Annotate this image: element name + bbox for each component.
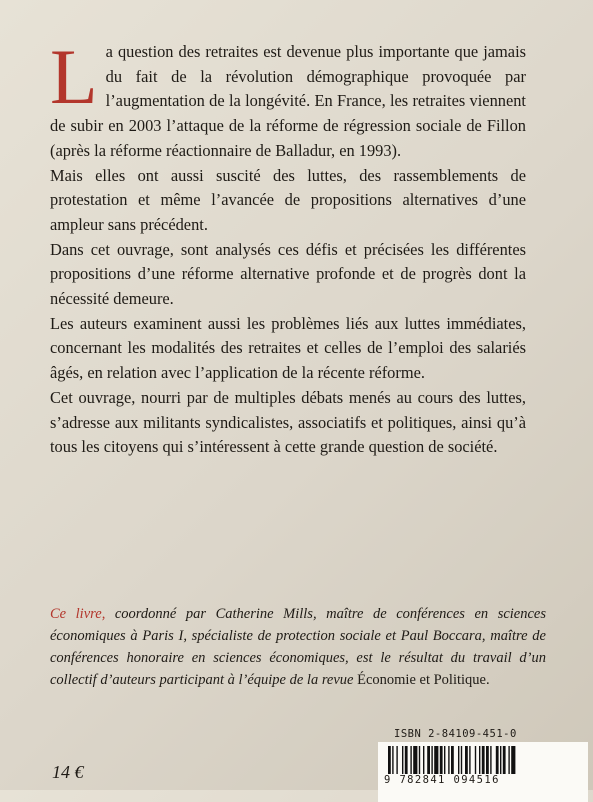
barcode-bar	[444, 746, 445, 774]
barcode-bar	[410, 746, 411, 774]
barcode-bar	[500, 746, 501, 774]
barcode-bar	[451, 746, 454, 774]
blurb	[50, 33, 526, 460]
barcode-bar	[431, 746, 432, 774]
barcode-bar	[448, 746, 449, 774]
barcode-bar	[475, 746, 476, 774]
barcode-bar	[511, 746, 515, 774]
isbn: ISBN 2-84109-451-0	[394, 728, 517, 740]
blurb-paragraph: Cet ouvrage, nourri par de multiples débats menés au cours des luttes, s’adresse aux militants syndicalistes, associatifs et politiques, ainsi qu’à tous les citoyens qui s’intéressent à cette grande question de société.	[50, 387, 526, 457]
barcode-bar	[440, 746, 443, 774]
drop-cap: L	[50, 33, 98, 120]
barcode-bar	[482, 746, 485, 774]
barcode-bar	[427, 746, 430, 774]
blurb-paragraph-text: a question des retraites est devenue plus importante que jamais du fait de la révolution démographique provoquée par l’augmentation de la longévité. En France, les retraites viennent de subir en 2003 l’attaque de la réforme de régression sociale de Fillon (après la réforme réactionnaire de Balladur, en 1993).	[50, 42, 526, 160]
barcode	[378, 742, 588, 802]
barcode-bar	[465, 746, 468, 774]
barcode-bar	[405, 746, 408, 774]
blurb-paragraph: Dans cet ouvrage, sont analysés ces défis et précisées les différentes propositions d’une réforme alternative profonde et de progrès dont la nécessité demeure.	[50, 239, 526, 309]
journal-title: Économie et Politique.	[357, 671, 490, 688]
barcode-number: 9 782841 094516	[384, 774, 500, 786]
barcode-bar	[388, 746, 391, 774]
barcode-bar	[496, 746, 499, 774]
barcode-bar	[396, 746, 397, 774]
barcode-bar	[461, 746, 462, 774]
price: 14 €	[52, 762, 84, 782]
blurb-paragraph: Mais elles ont aussi suscité des luttes, des rassemblements de protestation et même l’avancée de propositions alternatives d’une ampleur sans précédent.	[50, 165, 526, 234]
barcode-bars	[388, 746, 578, 774]
barcode-bar	[503, 746, 506, 774]
barcode-bar	[479, 746, 480, 774]
barcode-bar	[413, 746, 417, 774]
blurb-paragraph	[50, 33, 526, 164]
barcode-bar	[458, 746, 459, 774]
credits-lead: Ce livre,	[50, 605, 106, 622]
barcode-bar	[423, 746, 424, 774]
credits-text: coordonné par Catherine Mills, maître de conférences en sciences économiques à Paris I, spécialiste de protection sociale et Paul Boccara, maître de conférences honoraire en sciences économiques, est le résultat du travail d’un collectif d’auteurs participant à l’équipe de la revue	[50, 605, 547, 688]
barcode-bar	[419, 746, 420, 774]
barcode-bar	[402, 746, 403, 774]
barcode-bar	[486, 746, 489, 774]
barcode-bar	[392, 746, 393, 774]
credits	[50, 603, 546, 691]
blurb-paragraph: Les auteurs examinent aussi les problèmes liés aux luttes immédiates, concernant les modalités des retraites et celles de l’emploi des salariés âgés, en relation avec l’application de la récente réforme.	[50, 313, 526, 383]
barcode-bar	[508, 746, 509, 774]
barcode-bar	[469, 746, 470, 774]
barcode-bar	[490, 746, 491, 774]
barcode-bar	[434, 746, 438, 774]
